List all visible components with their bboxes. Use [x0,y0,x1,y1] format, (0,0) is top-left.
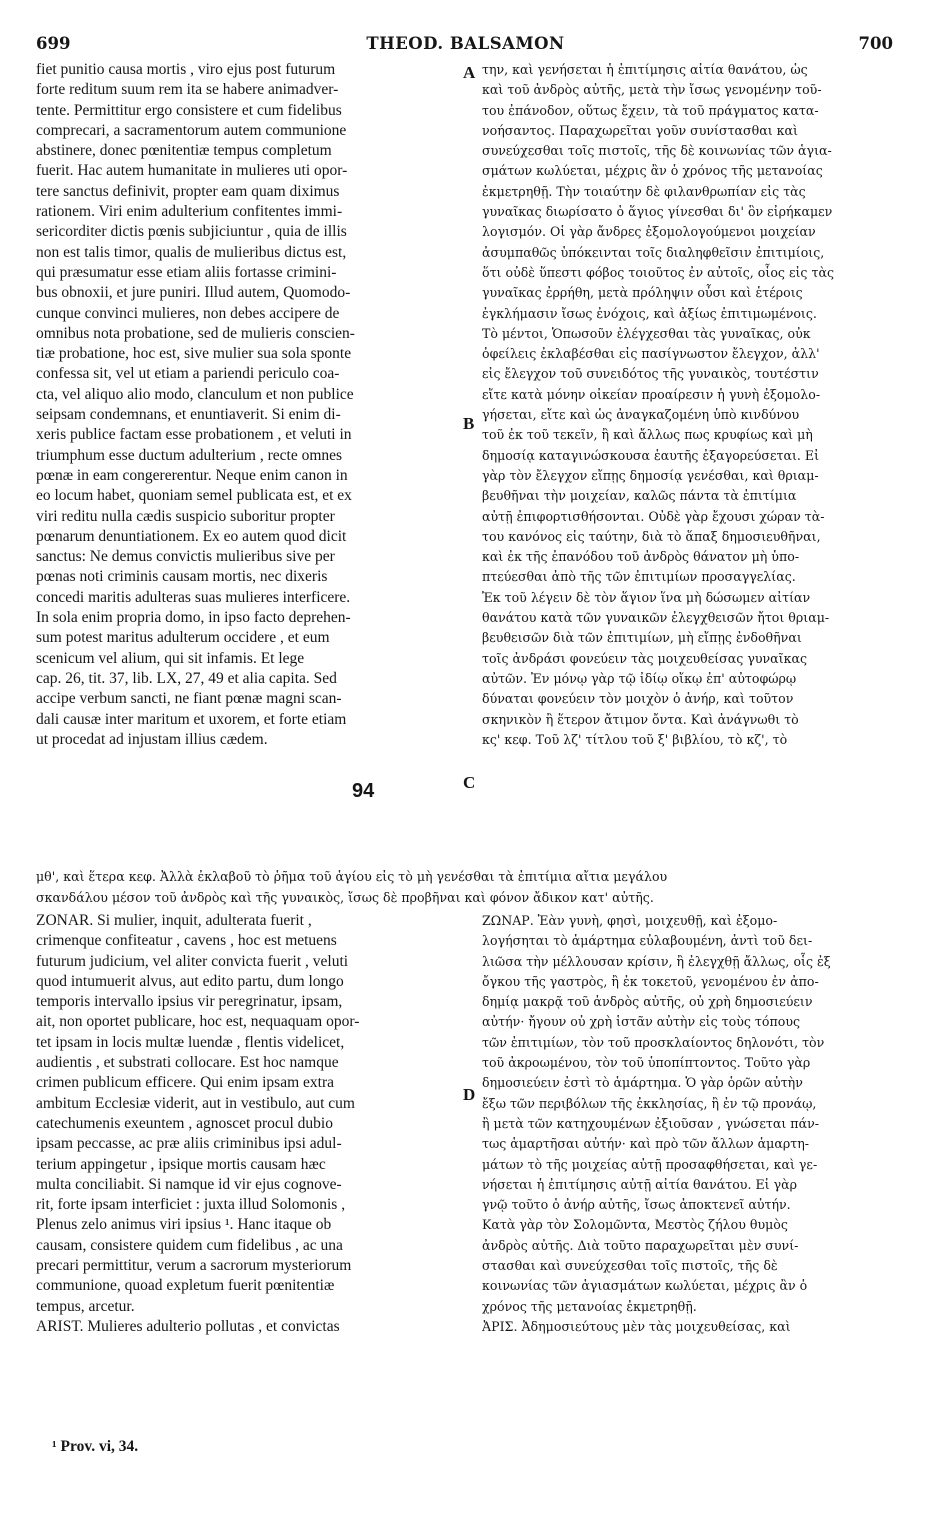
text-line: ἐκμετρηθῇ. Τὴν τοιαύτην δὲ φιλανθρωπίαν εἰς τὰς [482,183,806,199]
text-line: αὐτήν· ἤγουν οὐ χρὴ ἱστᾶν αὐτὴν εἰς τοὺς τόπους [482,1014,801,1030]
text-line: μθ', καὶ ἕτερα κεφ. Ἀλλὰ ἐκλαβοῦ τὸ ῥῆμα τοῦ ἁγίου εἰς τὸ μὴ γενέσθαι τὰ ἐπιτίμια αἴτια μεγάλου [36,869,668,884]
greek-column-bottom [482,911,896,1337]
text-line: αὐτῶν. Ἐν μόνῳ γὰρ τῷ ἰδίῳ οἴκῳ ἐπ' αὐτοφώρῳ [482,670,797,686]
text-line: ΖΩΝΑΡ. Ἐὰν γυνὴ, φησὶ, μοιχευθῇ, καὶ ἐξομο- [482,913,778,928]
text-line: λιῶσα τὴν μέλλουσαν κρίσιν, ἢ ἐλεγχθῇ ἄλλως, οἷς ἐξ [482,953,831,969]
text-line: ZONAR. Si mulier, inquit, adulterata fuerit , [36,912,312,929]
text-line: του ἐπάνοδον, οὕτως ἔχειν, τὰ τοῦ πράγματος κατα- [482,102,819,118]
running-title: THEOD. BALSAMON [366,34,565,53]
text-line: eo locum habet, quoniam semel publicata est, et ex [36,487,352,505]
footnote: ¹ Prov. vi, 34. [52,1438,139,1455]
text-line: εἰς ἔλεγχον τοῦ συνειδότος τῆς γυναικὸς, τουτέστιν [482,366,819,382]
greek-column-top [482,60,896,750]
text-line: multa conciliabit. Si namque id vir ejus cognove- [36,1175,342,1193]
text-line: ARIST. Mulieres adulterio pollutas , et convictas [36,1317,340,1335]
text-line: forte reditum suum rem ita se habere animadver- [36,81,339,99]
text-line: γυναῖκας διωρίσατο ὁ ἅγιος γίνεσθαι δι' ὃν εἰρήκαμεν [482,204,833,220]
text-line: γνῷ τοῦτο ὁ ἀνήρ αὐτῆς, ἴσως ἀποκτενεῖ αὐτήν. [482,1197,791,1213]
text-line: tente. Permittitur ergo consistere et cum fidelibus [36,101,342,119]
text-line: terium appingetur , ipsique mortis causam hæc [36,1155,326,1173]
text-line: cap. 26, tit. 37, lib. LX, 27, 49 et alia capita. Sed [36,669,337,687]
text-line: audientis , et substrati collocare. Est hoc namque [36,1054,339,1072]
latin-column-top [36,60,460,750]
text-line: triumphum esse ductum adulterium , recte omnes [36,446,343,464]
text-line: λογισμόν. Οἱ γὰρ ἄνδρες ἐξομολογούμενοι μοιχείαν [482,224,816,240]
text-line: καὶ τοῦ ἀνδρὸς αὐτῆς, μετὰ τὴν ἴσως γενομένην τοῦ- [482,82,822,98]
text-line: fuerit. Hac autem humanitate in mulieres uti opor- [36,162,348,180]
text-line: χρόνος τῆς μετανοίας ἐκμετρηθῇ. [482,1298,697,1314]
text-line: τοῦ ἀκροωμένου, τὸν τοῦ ὑποπίπτοντος. Τοῦτο γὰρ [482,1055,811,1071]
text-line: δημοσίᾳ καταγινώσκουσα ἑαυτῆς ἐξαγορεύσεται. Εἰ [482,447,820,463]
text-line: dali causæ inter maritum et uxorem, et forte etiam [36,710,347,728]
text-line: κοινωνίας τῶν ἁγιασμάτων κωλύεται, μέχρις ἂν ὁ [482,1278,808,1294]
margin-letter-a: A [463,63,476,82]
page-number-right: 700 [858,34,893,53]
text-line: αὐτῇ ἐπιφορτισθήσονται. Οὐδὲ γὰρ ἔχουσι χώραν τὰ- [482,508,825,524]
text-line: δύναται φονεύειν τὸν μοιχὸν ὁ ἀνήρ, καὶ τοῦτον [482,691,794,707]
text-line: ipsam peccasse, ac præ aliis criminibus ipsi adul- [36,1135,342,1153]
text-line: θανάτου κατὰ τῶν γυναικῶν ἐλεγχθεισῶν ἤτοι θριαμ- [482,610,830,626]
text-line: τῶν ἐπιτιμίων, τὸν τοῦ προσκλαίοντος δηλονότι, τὸν [482,1034,825,1050]
text-line: cunque convinci mulieres, non debes accipere de [36,304,340,322]
text-line: σκανδάλου μέσον τοῦ ἀνδρὸς καὶ τῆς γυναικὸς, ἴσως δὲ προβῆναι καὶ φόνον ἄδικον κατ' αὐτῆς. [36,889,654,905]
text-line: sericorditer dictis pœnis subjiciuntur , quia de illis [36,223,347,241]
text-line: causam, consistere quidem cum fidelibus , ac una [36,1236,343,1254]
text-line: του κανόνος εἰς ταύτην, διὰ τὸ ἅπαξ δημοσιευθῆναι, [482,528,821,544]
text-line: ambitum Ecclesiæ viderit, aut in vestibulo, aut cum [36,1094,355,1112]
text-line: pœnas noti criminis causam mortis, nec dixeris [36,568,328,586]
text-line: bus obnoxii, et jure puniri. Illud autem, Quomodo- [36,284,351,302]
text-line: την, καὶ γενήσεται ἡ ἐπιτίμησις αἰτία θανάτου, ὡς [482,62,808,77]
text-line: ὄγκου τῆς γαστρὸς, ἢ ἐκ τοκετοῦ, γενομένου ἐν ἀπο- [482,973,819,989]
text-line: accipe verbum sancti, ne fiant pœnæ magni scan- [36,690,342,708]
text-line: pœnarum denuntiationem. Ex eo autem quod dicit [36,527,347,545]
text-line: Plenus zelo animus viri ipsius ¹. Hanc itaque ob [36,1216,332,1234]
text-line: λογήσηται τὸ ἁμάρτημα εὐλαβουμένη, ἀντὶ τοῦ δει- [482,933,813,949]
text-line: sum potest maritus adulterum occidere , et eum [36,629,330,647]
text-line: μάτων τὸ τῆς μοιχείας αὐτῇ προσαφθήσεται, καὶ γε- [482,1156,818,1172]
text-line: βευθεισῶν διὰ τῶν ἐπιτιμίων, μὴ εἴπῃς ἐνδοθῆναι [482,630,802,646]
text-line: fiet punitio causa mortis , viro ejus post futurum [36,61,336,78]
text-line: In sola enim propria domo, in ipso facto deprehen- [36,609,351,627]
text-line: tiæ probatione, hoc est, sive mulier sua sola sponte [36,345,352,363]
text-line: κς' κεφ. Τοῦ λζ' τίτλου τοῦ ξ' βιβλίου, τὸ κζ', τὸ [482,731,788,747]
text-line: viri reditu nulla cædis suspicio suboritur propter [36,507,335,525]
text-line: ἢ μετὰ τῶν κατηχουμένων ἐξιοῦσαν , γνώσεται πάν- [482,1115,819,1131]
text-line: δημίᾳ μακρᾷ τοῦ ἀνδρὸς αὐτῆς, οὐ χρὴ δημοσιεύειν [482,994,813,1010]
text-line: seipsam condemnans, et enuntiaverit. Si enim di- [36,406,341,424]
text-line: τοῖς ἀνδράσι φονεύειν τὰς μοιχευθείσας γυναῖκας [482,650,808,666]
margin-letter-d: D [463,1085,476,1104]
text-line: Κατὰ γὰρ τὸν Σολομῶντα, Μεστὸς ζήλου θυμὸς [482,1217,788,1233]
text-line: πτεύεσθαι ἀπὸ τῆς τῶν ἐπιτιμίων προσαγγελίας. [482,569,796,585]
text-line: sanctus: Ne demus convictis mulieribus sive per [36,548,335,566]
margin-letter-b: B [463,414,475,433]
text-line: ἀνδρὸς αὐτῆς. Διὰ τοῦτο παραχωρεῖται μὲν συνί- [482,1237,799,1253]
text-line: σκηνικὸν ἢ ἕτερον ἄτιμον ὄντα. Καὶ ἀνάγνωθι τὸ [482,711,799,727]
text-line: γὰρ τὸν ἔλεγχον εἴπῃς δημοσίᾳ γενέσθαι, καὶ θριαμ- [482,467,819,483]
text-line: tempus, arcetur. [36,1297,135,1315]
text-line: γυναῖκας ἐρρήθη, μετὰ πρόληψιν οὖσι καὶ ἑτέροις [482,285,803,301]
text-line: βευθῆναι τὴν μοιχείαν, καλῶς πάντα τὰ ἐπιτίμια [482,488,797,504]
text-line: τοῦ ἐκ τοῦ τεκεῖν, ἢ καὶ ἄλλως πως κρυφίως καὶ μὴ [482,427,813,443]
text-line: communione, quoad expletum fuerit pœnitentiæ [36,1277,335,1295]
page-number-left: 699 [36,34,71,53]
text-line: scenicum vel alium, qui sit infamis. Et lege [36,649,305,667]
text-line: συνεύχεσθαι τοῖς πιστοῖς, τῆς δὲ κοινωνίας τῶν ἁγια- [482,143,832,159]
greek-full-width-text [36,867,898,908]
text-line: tere sanctus definivit, propter eam quam diximus [36,182,340,200]
text-line: omnibus nota probatione, sed de mulieris conscien- [36,324,355,342]
text-line: ἔξω τῶν περιβόλων τῆς ἐκκλησίας, ἢ ἐν τῷ προνάῳ, [482,1095,817,1111]
text-line: Τὸ μέντοι, Ὁπωσοῦν ἐλέγχεσθαι τὰς γυναῖκας, οὐκ [482,325,811,341]
text-line: crimen publicum efficere. Qui enim ipsam extra [36,1074,334,1092]
text-line: comprecari, a sacramentorum autem communione [36,121,347,139]
text-line: non est talis timor, qualis de mulieribus dictus est, [36,243,347,261]
text-line: confessa sit, vel ut etiam a pariendi periculo coa- [36,365,340,383]
text-line: εἴτε κατὰ μόνην οἰκείαν προαίρεσιν ἡ γυνὴ ἐξομολο- [482,386,821,402]
text-line: δημοσιεύειν ἐστὶ τὸ ἁμάρτημα. Ὁ γὰρ ὁρῶν αὐτὴν [482,1075,803,1091]
text-line: ait, non oportet publicare, hoc est, nequaquam opor- [36,1013,360,1031]
text-line: καὶ ἐκ τῆς ἐπανόδου τοῦ ἀνδρὸς θάνατον μὴ ὑπο- [482,549,800,565]
text-line: ἐγκλήμασιν ἴσως ἐνόχοις, καὶ ἀξίως ἐπιτιμωμένοις. [482,305,817,321]
text-line: ὀφείλεις ἐκλαβέσθαι εἰς πασίγνωστον ἔλεγχον, ἀλλ' [482,346,820,362]
text-line: ὅτι οὐδὲ ὕπεστι φόβος τοιοῦτος ἐν αὐτοῖς, οἷος εἰς τὰς [482,264,835,280]
text-line: ut procedat ad injustam illius cædem. [36,730,268,748]
latin-column-bottom [36,911,460,1337]
text-line: στασθαι καὶ συνεύχεσθαι τοῖς πιστοῖς, τῆς δὲ [482,1258,778,1274]
inline-column-number: 94 [352,780,375,802]
text-line: τως ἁμαρτῆσαι αὐτήν· καὶ πρὸ τῶν ἄλλων ἁμαρτη- [482,1136,810,1152]
text-line: νοήσαντος. Παραχωρεῖται γοῦν συνίστασθαι καὶ [482,122,798,138]
text-line: qui præsumatur esse etiam aliis fortasse crimini- [36,263,337,281]
text-line: rit, forte ipsam interficiet : juxta illud Solomonis , [36,1196,346,1214]
text-line: tet ipsam in locis multæ luendæ , flentis videlicet, [36,1033,345,1051]
text-line: futurum judicium, vel aliter convicta fuerit , veluti [36,952,349,970]
text-line: quod intumuerit alvus, aut edito partu, dum longo [36,972,344,990]
text-line: concedi maritis adulteras suas mulieres interficere. [36,588,351,606]
text-line: catechumenis exeuntem , agnoscet procul dubio [36,1114,333,1132]
margin-letter-c: C [463,773,476,792]
text-line: temporis intervallo ipsius vir peregrinatur, ipsam, [36,993,343,1011]
text-line: γήσεται, εἴτε καὶ ὡς ἀναγκαζομένη ὑπὸ κινδύνου [482,407,800,423]
text-line: Ἐκ τοῦ λέγειν δὲ τὸν ἅγιον ἵνα μὴ δώσωμεν αἰτίαν [482,589,811,605]
text-line: precari permittitur, verum a sacrorum mysteriorum [36,1257,352,1275]
text-line: νήσεται ἡ ἐπιτίμησις αὐτῇ αἰτία θανάτου. Εἰ γὰρ [482,1176,798,1192]
text-line: abstinere, donec pœnitentiæ tempus completum [36,142,332,160]
text-line: xeris publice factam esse probationem , et veluti in [36,426,352,444]
text-line: pœnæ in eam congererentur. Neque enim canon in [36,466,348,484]
text-line: crimenque confiteatur , cavens , hoc est metuens [36,932,337,950]
text-line: ἀσυμπαθῶς ὑπόκεινται τοῖς διαληφθεῖσιν ἐπιτιμίοις, [482,244,825,260]
text-line: σμάτων κωλύεται, μέχρις ἂν ὁ χρόνος τῆς μετανοίας [482,163,823,179]
text-line: rationem. Viri enim adulterium confitentes immi- [36,203,343,221]
text-line: ἈΡΙΣ. Ἀδημοσιεύτους μὲν τὰς μοιχευθείσας, καὶ [482,1318,791,1334]
text-line: cta, vel aliquo alio modo, clanculum et non publice [36,385,354,403]
